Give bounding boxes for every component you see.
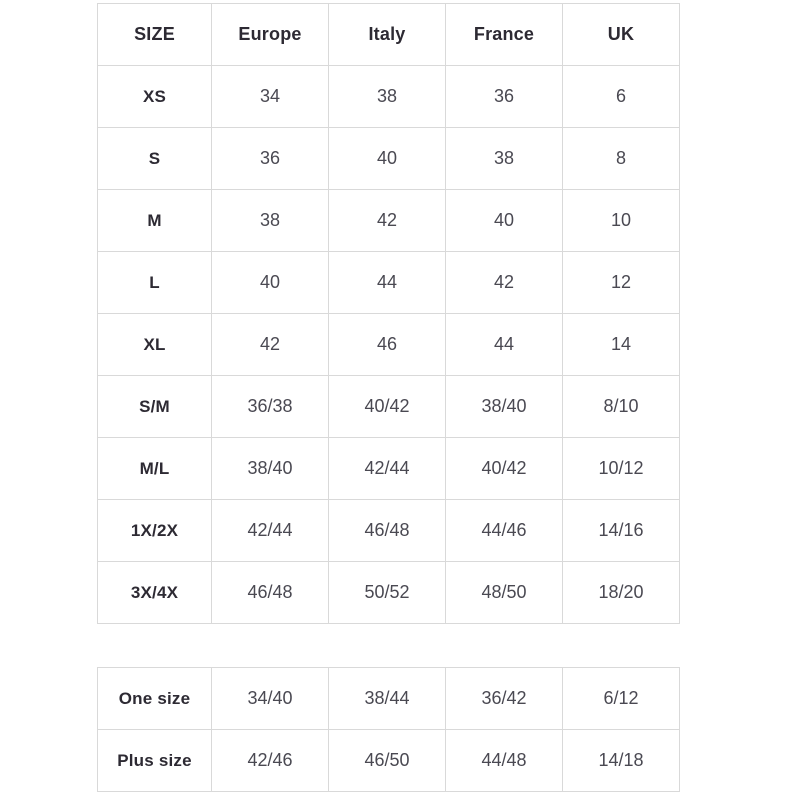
table-row — [98, 376, 680, 438]
column-header-size: SIZE — [98, 4, 212, 66]
size-value-cell: 36/38 — [212, 376, 329, 438]
size-value-cell: 36 — [446, 66, 563, 128]
size-value-cell: 38 — [446, 128, 563, 190]
row-size-label: 1X/2X — [98, 500, 212, 562]
size-value-cell: 6/12 — [563, 668, 680, 730]
table-row — [98, 730, 680, 792]
size-value-cell: 12 — [563, 252, 680, 314]
size-value-cell: 50/52 — [329, 562, 446, 624]
size-value-cell: 40 — [446, 190, 563, 252]
row-size-label: M/L — [98, 438, 212, 500]
size-value-cell: 38 — [212, 190, 329, 252]
row-size-label: One size — [98, 668, 212, 730]
row-size-label: XS — [98, 66, 212, 128]
table-row — [98, 66, 680, 128]
table-row — [98, 128, 680, 190]
size-value-cell: 42/44 — [329, 438, 446, 500]
size-value-cell: 44/48 — [446, 730, 563, 792]
column-header-uk: UK — [563, 4, 680, 66]
header-row — [98, 4, 680, 66]
column-header-france: France — [446, 4, 563, 66]
table-row — [98, 252, 680, 314]
size-value-cell: 38/40 — [212, 438, 329, 500]
size-value-cell: 48/50 — [446, 562, 563, 624]
size-value-cell: 38 — [329, 66, 446, 128]
table-row — [98, 438, 680, 500]
size-value-cell: 18/20 — [563, 562, 680, 624]
size-value-cell: 34 — [212, 66, 329, 128]
size-value-cell: 34/40 — [212, 668, 329, 730]
size-value-cell: 46 — [329, 314, 446, 376]
table-row — [98, 668, 680, 730]
size-value-cell: 14/16 — [563, 500, 680, 562]
table-row — [98, 190, 680, 252]
column-header-europe: Europe — [212, 4, 329, 66]
size-value-cell: 42 — [212, 314, 329, 376]
row-size-label: 3X/4X — [98, 562, 212, 624]
size-value-cell: 8/10 — [563, 376, 680, 438]
size-value-cell: 42 — [329, 190, 446, 252]
size-value-cell: 42 — [446, 252, 563, 314]
row-size-label: M — [98, 190, 212, 252]
size-value-cell: 44/46 — [446, 500, 563, 562]
size-value-cell: 40 — [329, 128, 446, 190]
size-value-cell: 40/42 — [446, 438, 563, 500]
size-conversion-table — [97, 3, 680, 624]
row-size-label: Plus size — [98, 730, 212, 792]
size-value-cell: 6 — [563, 66, 680, 128]
row-size-label: S/M — [98, 376, 212, 438]
size-value-cell: 10/12 — [563, 438, 680, 500]
row-size-label: L — [98, 252, 212, 314]
size-value-cell: 40/42 — [329, 376, 446, 438]
size-value-cell: 42/46 — [212, 730, 329, 792]
size-value-cell: 38/40 — [446, 376, 563, 438]
size-value-cell: 40 — [212, 252, 329, 314]
column-header-italy: Italy — [329, 4, 446, 66]
size-value-cell: 36/42 — [446, 668, 563, 730]
table-row — [98, 314, 680, 376]
size-value-cell: 42/44 — [212, 500, 329, 562]
size-value-cell: 46/48 — [329, 500, 446, 562]
size-value-cell: 14/18 — [563, 730, 680, 792]
size-value-cell: 46/50 — [329, 730, 446, 792]
special-sizes-table — [97, 667, 680, 792]
size-value-cell: 46/48 — [212, 562, 329, 624]
table-row — [98, 562, 680, 624]
size-value-cell: 44 — [329, 252, 446, 314]
row-size-label: XL — [98, 314, 212, 376]
size-value-cell: 38/44 — [329, 668, 446, 730]
size-value-cell: 14 — [563, 314, 680, 376]
size-value-cell: 36 — [212, 128, 329, 190]
row-size-label: S — [98, 128, 212, 190]
table-row — [98, 500, 680, 562]
size-value-cell: 8 — [563, 128, 680, 190]
size-value-cell: 10 — [563, 190, 680, 252]
size-value-cell: 44 — [446, 314, 563, 376]
